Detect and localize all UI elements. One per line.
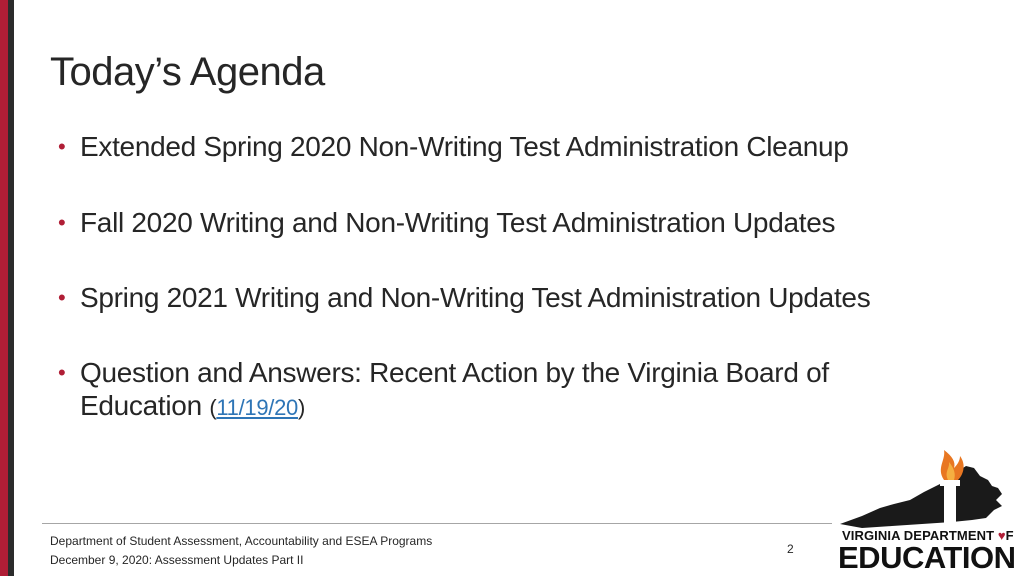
footer-department: Department of Student Assessment, Accountability and ESEA Programs xyxy=(50,534,433,548)
paren-open: ( xyxy=(209,395,217,420)
page-number: 2 xyxy=(787,542,794,556)
agenda-item-2 xyxy=(58,206,835,239)
bullet-icon: • xyxy=(58,134,66,159)
heart-icon: ♥ xyxy=(997,528,1006,543)
bullet-icon: • xyxy=(58,360,66,385)
bullet-icon: • xyxy=(58,210,66,235)
agenda-item-1 xyxy=(58,130,849,163)
footer-divider xyxy=(42,523,832,524)
footer-date: December 9, 2020: Assessment Updates Part II xyxy=(50,553,304,567)
agenda-item-3 xyxy=(58,281,870,314)
agenda-item-text: Question and Answers: Recent Action by the Virginia Board of Education xyxy=(80,357,829,421)
agenda-item-4 xyxy=(58,356,940,424)
left-accent-bar xyxy=(0,0,8,576)
board-action-date-link[interactable]: 11/19/20 xyxy=(216,395,298,420)
agenda-item-text: Extended Spring 2020 Non-Writing Test Administration Cleanup xyxy=(80,131,849,162)
paren-close: ) xyxy=(297,395,305,420)
logo-line1: VIRGINIA DEPARTMENT ♥F xyxy=(842,528,1014,543)
left-accent-bar-dark xyxy=(8,0,14,576)
agenda-item-text: Spring 2021 Writing and Non-Writing Test Administration Updates xyxy=(80,282,871,313)
agenda-item-text: Fall 2020 Writing and Non-Writing Test Administration Updates xyxy=(80,207,836,238)
slide-title: Today’s Agenda xyxy=(50,50,325,94)
bullet-icon: • xyxy=(58,285,66,310)
logo-line2: EDUCATION xyxy=(838,540,1016,575)
